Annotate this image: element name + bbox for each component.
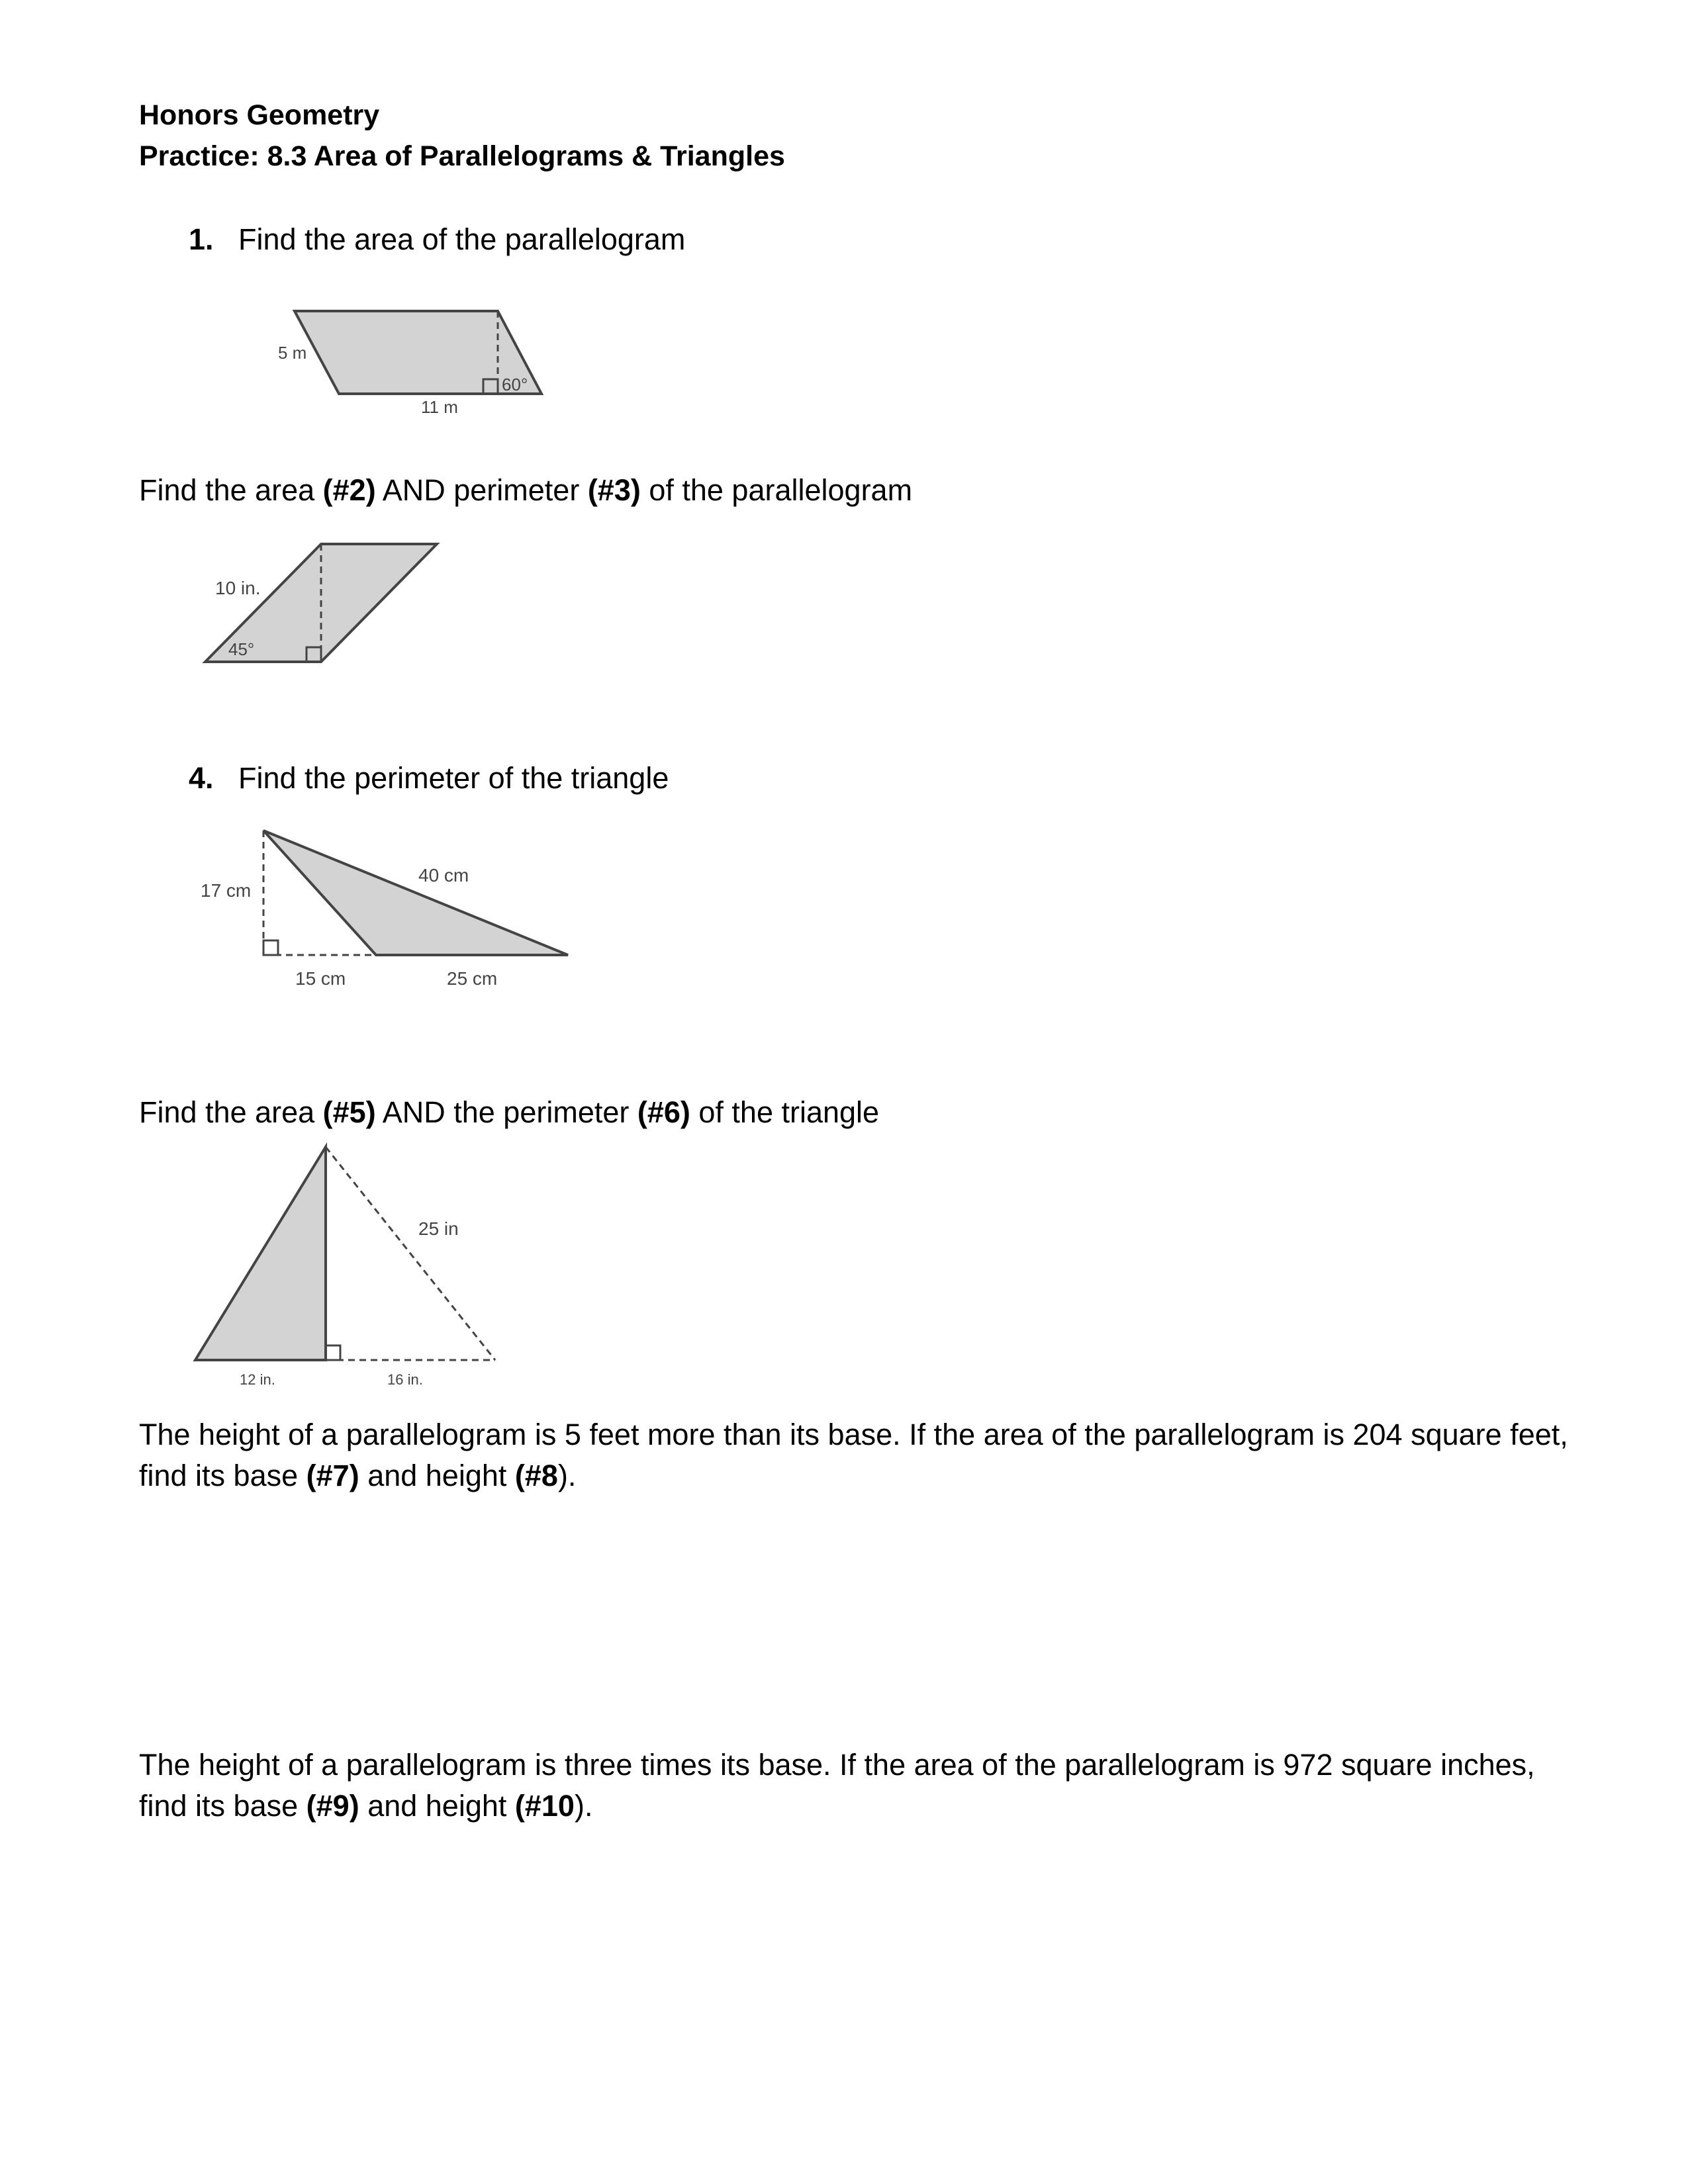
- right-label: 16 in.: [387, 1371, 423, 1388]
- text-part: Find the area: [139, 473, 323, 507]
- left-label: 12 in.: [240, 1371, 275, 1388]
- hyp-label: 40 cm: [418, 865, 469, 886]
- angle-label: 60°: [502, 375, 528, 394]
- angle-label: 45°: [228, 639, 255, 659]
- text-part: Find the area: [139, 1095, 323, 1129]
- ext-label: 15 cm: [295, 968, 346, 989]
- text-part: and height: [359, 1459, 515, 1492]
- text-part: AND the perimeter: [375, 1095, 637, 1129]
- question-number: 4.: [189, 761, 214, 795]
- question-ref-6: (#6): [637, 1095, 690, 1129]
- question-ref-9: (#9): [306, 1789, 359, 1823]
- question-ref-8: (#8: [514, 1459, 558, 1492]
- question-ref-10: (#10: [514, 1789, 575, 1823]
- base-label: 11 m: [421, 397, 458, 417]
- question-ref-7: (#7): [306, 1459, 359, 1492]
- course-title: Honors Geometry: [139, 99, 380, 131]
- hyp-label: 25 in: [418, 1218, 459, 1239]
- base-label: 25 cm: [447, 968, 498, 989]
- question-text: Find the perimeter of the triangle: [238, 761, 669, 795]
- question-text: Find the area of the parallelogram: [238, 222, 686, 256]
- text-part: ).: [557, 1459, 577, 1492]
- text-part: The height of a parallelogram is 5 feet more than its base. If the area of the parallelogram is 204 square feet, find its base: [139, 1418, 1568, 1492]
- text-part: AND perimeter: [375, 473, 588, 507]
- question-ref-2: (#2): [322, 473, 376, 507]
- question-9-10: [139, 1745, 1569, 1827]
- assignment-title: Practice: 8.3 Area of Parallelograms & Triangles: [139, 140, 785, 172]
- text-part: and height: [359, 1789, 515, 1823]
- height-label: 17 cm: [201, 880, 252, 901]
- text-part: ).: [574, 1789, 593, 1823]
- question-7-8: [139, 1414, 1569, 1496]
- question-number: 1.: [189, 222, 214, 256]
- text-part: of the triangle: [690, 1095, 880, 1129]
- hyp-line: [326, 1147, 495, 1360]
- text-part: of the parallelogram: [640, 473, 913, 507]
- text-part: The height of a parallelogram is three times its base. If the area of the parallelogram is 972 square inches, find its base: [139, 1748, 1535, 1823]
- side-label: 5 m: [278, 343, 307, 363]
- right-angle-mark: [326, 1345, 340, 1360]
- side-label: 10 in.: [215, 578, 261, 598]
- triangle-shaded: [195, 1147, 326, 1360]
- question-ref-3: (#3): [587, 473, 641, 507]
- question-ref-5: (#5): [322, 1095, 376, 1129]
